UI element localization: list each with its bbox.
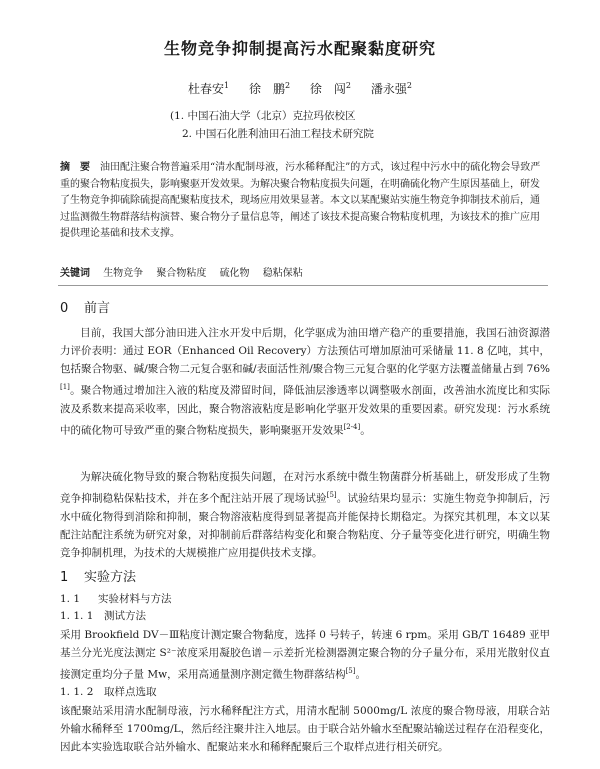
section-heading-0: 0 前言	[60, 301, 111, 316]
section-heading-1: 1 实验方法	[60, 570, 137, 585]
paragraph-intro-1: 目前，我国大部分油田进入注水开发中后期，化学驱成为油田增产稳产的重要措施，我国石油资源潜力评价表明：通过 EOR（Enhanced Oil Recovery）方法预估可增加原油可采储量 11. 8 亿吨，其中，包括聚合物驱、碱/聚合物二元复合驱和碱/表面活性剂/聚合物三元复合驱的化学驱方法覆盖储量占到 76%[1]。聚合物通过增加注入液的粘度及滞留时间，降低油层渗透率以调整吸水剖面，改善油水流度比和实际波及系数来提高采收率，因此，聚合物溶液粘度是影响化学驱开发效果的重要因素。研究发现：污水系统中的硫化物可导致严重的聚合物粘度损失，影响聚驱开发效果[2-4]。	[60, 327, 550, 436]
paragraph-intro-2: 为解决硫化物导致的聚合物粘度损失问题，在对污水系统中微生物菌群分析基础上，研发形成了生物竞争抑制稳粘保粘技术，并在多个配注站开展了现场试验[5]。试验结果均显示：实施生物竞争抑制后，污水中硫化物得到消除和抑制，聚合物溶液粘度得到显著提高并能保持长期稳定。为探究其机理，本文以某配注站配注系统为研究对象，对抑制前后群落结构变化和聚合物粘度、分子量等变化进行研究，明确生物竞争抑制机理，为技术的大规模推广应用提供技术支撑。	[60, 471, 551, 559]
abstract-text: 油田配注聚合物普遍采用“清水配制母液，污水稀释配注”的方式，该过程中污水中的硫化物会导致严重的聚合物粘度损失，影响聚驱开发效果。为解决聚合物粘度损失问题，在明确硫化物产生原因基础上，研发了生物竞争抑硫除硫提高配聚粘度技术，现场应用效果显著。本文以某配聚站实施生物竞争抑制技术前后，通过监测微生物群落结构演替、聚合物分子量信息等，阐述了该技术提高聚合物粘度机理，为该技术的推广应用提供理论基础和技术支撑。	[60, 162, 541, 239]
abstract	[60, 160, 545, 243]
paragraph-test-method: 采用 Brookfield DV－Ⅲ粘度计测定聚合物黏度，选择 0 号转子，转速 6 rpm。采用 GB/T 16489 亚甲基兰分光光度法测定 S²⁻浓度采用凝胶色谱－示差折光检测器测定聚合物的分子量分布，采用光散射仪直接测定重均分子量 Mw，采用高通量测序测定微生物群落结构[5]。	[60, 629, 550, 681]
author: 潘永强$^2$	[370, 81, 412, 96]
subsection-heading-1-1-1: 1. 1. 1 测试方法	[60, 610, 146, 622]
subsection-heading-1-1-2: 1. 1. 2 取样点选取	[60, 686, 157, 698]
author: 杜春安$^1$	[188, 81, 230, 96]
keywords-label: 关键词	[60, 268, 90, 279]
paragraph-sampling: 该配聚站采用清水配制母液，污水稀释配注方式，用清水配制 5000mg/L 浓度的聚合物母液，用联合站外输水稀释至 1700mg/L，然后经注聚井注入地层。由于联合站外输水至配聚站输送过程存在沿程变化，因此本实验选取联合站外输水、配聚站来水和稀释配聚后三个取样点进行相关研究。	[60, 705, 550, 753]
author: 徐 闯$^2$	[309, 81, 352, 96]
divider	[58, 285, 548, 286]
affiliation-2: 2. 中国石化胜利油田石油工程技术研究院	[182, 128, 374, 140]
keyword: 硫化物	[219, 268, 250, 279]
subsection-heading-1-1: 1. 1 实验材料与方法	[60, 593, 172, 605]
abstract-label: 摘 要	[60, 162, 90, 173]
keywords	[60, 264, 545, 279]
keyword: 稳粘保粘	[262, 268, 303, 279]
paper-title: 生物竞争抑制提高污水配聚黏度研究	[163, 39, 436, 58]
affiliation-1: (1. 中国石油大学（北京）克拉玛依校区	[170, 110, 356, 122]
keyword: 聚合物粘度	[156, 268, 207, 279]
author-list	[0, 80, 600, 97]
keyword: 生物竞争	[103, 268, 144, 279]
author: 徐 鹏$^2$	[248, 81, 291, 96]
